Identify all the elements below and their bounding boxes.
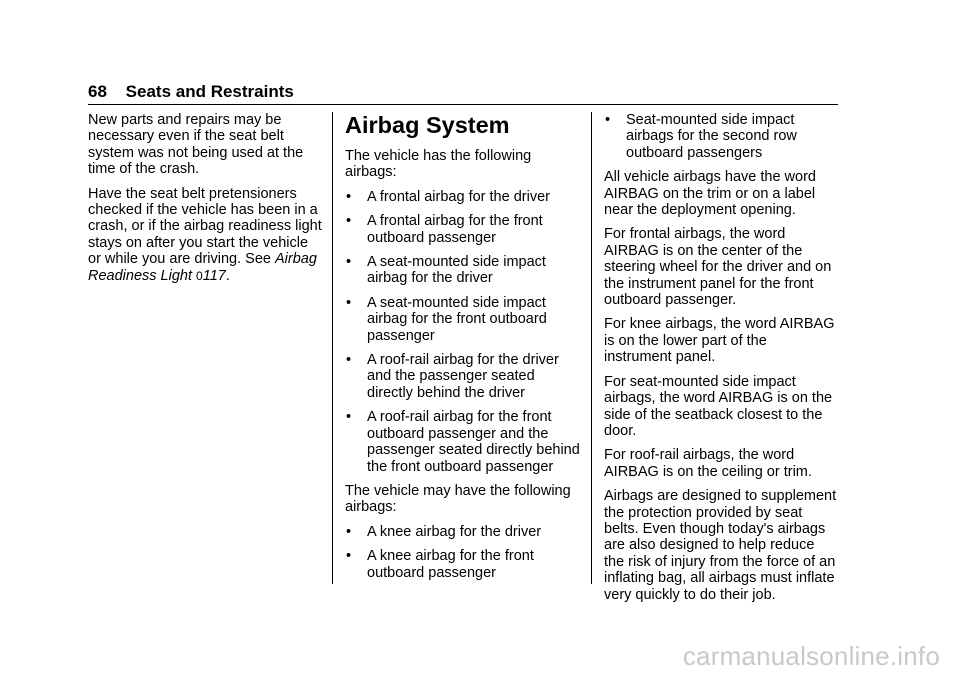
bullet-icon: • [346, 409, 352, 426]
list-item-text: A roof-rail airbag for the front outboard passenger and the passenger seated directly behind the front outboard passenger [367, 409, 580, 475]
paragraph-text: Have the seat belt pretensioners checked if the vehicle has been in a crash, or if the airbag readiness light stays on after you start the vehicle or while you are driving. See [88, 185, 322, 268]
list-item-text: A knee airbag for the driver [367, 523, 542, 540]
list-item [345, 352, 580, 401]
cross-reference-link[interactable]: Airbag Readiness Light [88, 251, 317, 284]
column-right [604, 112, 838, 611]
section-title: Seats and Restraints [125, 82, 294, 101]
list-item-text: A seat-mounted side impact airbag for the front outboard passenger [367, 294, 547, 344]
column-middle [345, 112, 580, 589]
list-item-text: A seat-mounted side impact airbag for the driver [367, 254, 546, 287]
list-item-text: A frontal airbag for the front outboard passenger [367, 213, 543, 246]
bullet-icon: • [346, 294, 352, 311]
list-item [345, 524, 580, 540]
paragraph: The vehicle may have the following airbags: [345, 482, 571, 516]
bullet-icon: • [605, 112, 611, 128]
paragraph: New parts and repairs may be necessary even if the seat belt system was not being used at the time of the crash. [88, 112, 304, 178]
paragraph: For seat-mounted side impact airbags, the word AIRBAG is on the side of the seatback closest to the door. [604, 373, 833, 439]
list-item [345, 295, 580, 344]
bullet-icon: • [346, 523, 352, 540]
bullet-icon: • [346, 213, 352, 230]
list-item [345, 189, 580, 205]
list-item [345, 254, 580, 287]
paragraph: The vehicle has the following airbags: [345, 148, 532, 181]
list-item-text: A knee airbag for the front outboard passenger [367, 548, 534, 581]
list-item [604, 112, 838, 161]
watermark: carmanualsonline.info [682, 641, 940, 671]
paragraph: Airbags are designed to supplement the protection provided by seat belts. Even though today's airbags are also designed to help reduce the risk of injury from the force of an inflating bag, all airbags must inflate very quickly to do their job. [604, 488, 837, 603]
page-reference-icon: 0 [196, 268, 203, 283]
paragraph [88, 186, 322, 284]
bullet-icon: • [346, 548, 352, 565]
bullet-icon: • [346, 254, 352, 271]
paragraph: For frontal airbags, the word AIRBAG is on the center of the steering wheel for the driver and on the instrument panel for the front outboard passenger. [604, 226, 832, 309]
punctuation: . [225, 267, 230, 284]
paragraph: For knee airbags, the word AIRBAG is on the lower part of the instrument panel. [604, 316, 835, 366]
column-divider [591, 112, 592, 584]
list-item [345, 409, 580, 475]
column-divider [332, 112, 333, 584]
section-heading: Airbag System [345, 112, 510, 138]
page-number: 68 [88, 82, 107, 101]
bullet-icon: • [346, 352, 352, 369]
list-item [345, 548, 580, 581]
list-item-text: A frontal airbag for the driver [367, 188, 550, 205]
list-item [345, 213, 580, 246]
paragraph: All vehicle airbags have the word AIRBAG on the trim or on a label near the deployment opening. [604, 169, 816, 219]
list-item-text: Seat-mounted side impact airbags for the second row outboard passengers [626, 112, 797, 161]
column-left [88, 112, 322, 292]
page-header [88, 82, 838, 105]
list-item-text: A roof-rail airbag for the driver and the passenger seated directly behind the driver [367, 352, 559, 401]
page-reference-number[interactable]: 117 [202, 267, 226, 284]
paragraph: For roof-rail airbags, the word AIRBAG is on the ceiling or trim. [604, 447, 812, 480]
bullet-icon: • [346, 188, 352, 205]
